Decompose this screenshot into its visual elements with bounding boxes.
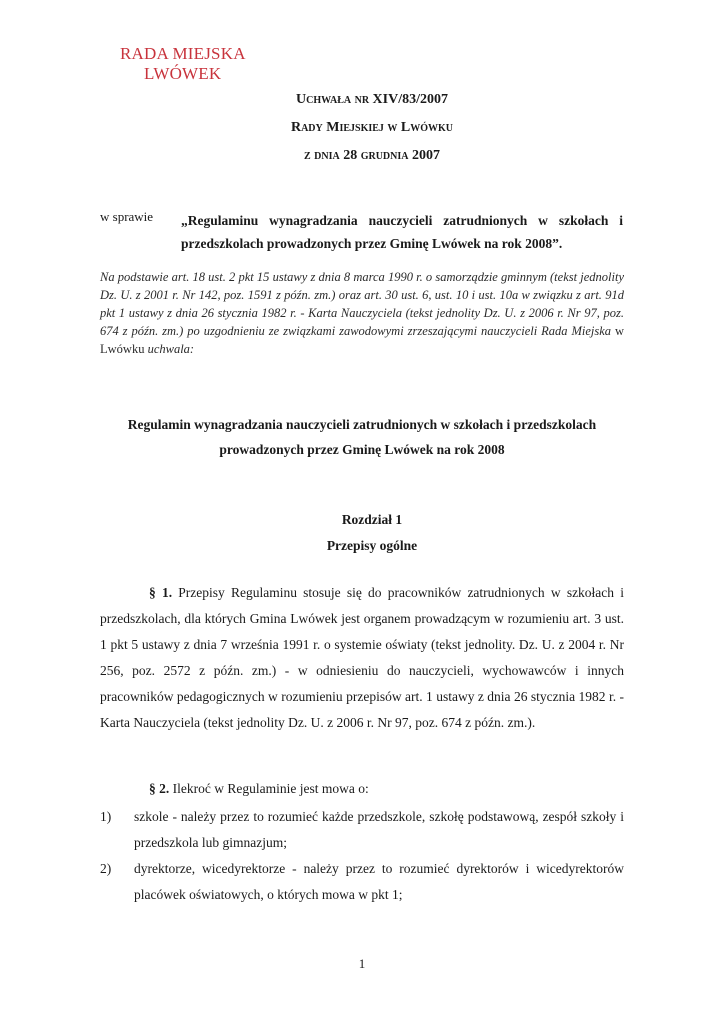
legal-basis-text: Na podstawie art. 18 ust. 2 pkt 15 ustawy z dnia 8 marca 1990 r. o samorządzie gminnym (tekst jednolity Dz. U. z 2001 r. Nr 142, poz. 1591 z późn. zm.) oraz art. 30 ust. 6, ust. 10 i ust. 10a w związku z art. 91d pkt 1 ustawy z dnia 26 stycznia 1982 r. - Karta Nauczyciela (tekst jednolity Dz. U. z 2006 r. Nr 97, poz. 674 z późn. zm.) po uzgodnieniu ze związkami zawodowymi zrzeszającymi nauczycieli Rada Miejska — [100, 270, 624, 338]
section-1 — [100, 580, 624, 736]
subject-label: w sprawie — [100, 209, 154, 224]
list-item-text: dyrektorze, wicedyrektorze - należy przez to rozumieć dyrektorów i wicedyrektorów placówek oświatowych, o których mowa w pkt 1; — [134, 861, 624, 902]
council-stamp — [120, 44, 246, 84]
resolution-issuer: Rady Miejskiej w Lwówku — [290, 120, 454, 135]
chapter-name: Przepisy ogólne — [326, 538, 418, 553]
list-item-number: 1) — [100, 809, 112, 824]
list-item-number: 2) — [100, 861, 112, 876]
resolution-number: Uchwała nr XIV/83/2007 — [295, 92, 448, 107]
legal-basis-resolves: uchwala: — [147, 342, 195, 356]
section-2 — [100, 776, 624, 802]
legal-basis — [100, 268, 624, 358]
section-1-mark: § 1. — [149, 585, 173, 600]
resolution-date: z dnia 28 grudnia 2007 — [303, 148, 440, 163]
regulation-title: Regulamin wynagradzania nauczycieli zatrudnionych w szkołach i przedszkolach prowadzonych przez Gminę Lwówek na rok 2008 — [127, 417, 597, 457]
section-1-text: Przepisy Regulaminu stosuje się do pracowników zatrudnionych w szkołach i przedszkolach, dla których Gmina Lwówek jest organem prowadzącym w rozumieniu art. 3 ust. 1 pkt 5 ustawy z dnia 7 września 1991 r. o systemie oświaty (tekst jednolity. Dz. U. z 2004 r. Nr 256, poz. 2572 z późn. zm.) - w odniesieniu do nauczycieli, wychowawców i innych pracowników pedagogicznych w rozumieniu przepisów art. 1 ustawy z dnia 26 stycznia 1982 r. - Karta Nauczyciela (tekst jednolity Dz. U. z 2006 r. Nr 97, poz. 674 z późn. zm.). — [100, 585, 624, 730]
list-item — [100, 804, 624, 856]
page-number: 1 — [358, 956, 366, 971]
legal-basis-place: w Lwówku — [100, 324, 624, 356]
section-2-mark: § 2. — [149, 781, 170, 796]
list-item — [100, 856, 624, 908]
chapter-number: Rozdział 1 — [341, 512, 403, 527]
subject-text: „Regulaminu wynagradzania nauczycieli zatrudnionych w szkołach i przedszkolach prowadzonych przez Gminę Lwówek na rok 2008”. — [181, 213, 623, 251]
stamp-line-1: RADA MIEJSKA — [120, 44, 246, 63]
list-item-text: szkole - należy przez to rozumieć każde przedszkole, szkołę podstawową, zespół szkoły i przedszkola lub gimnazjum; — [134, 809, 624, 850]
section-2-text: Ilekroć w Regulaminie jest mowa o: — [172, 781, 369, 796]
stamp-line-2: LWÓWEK — [144, 64, 222, 83]
